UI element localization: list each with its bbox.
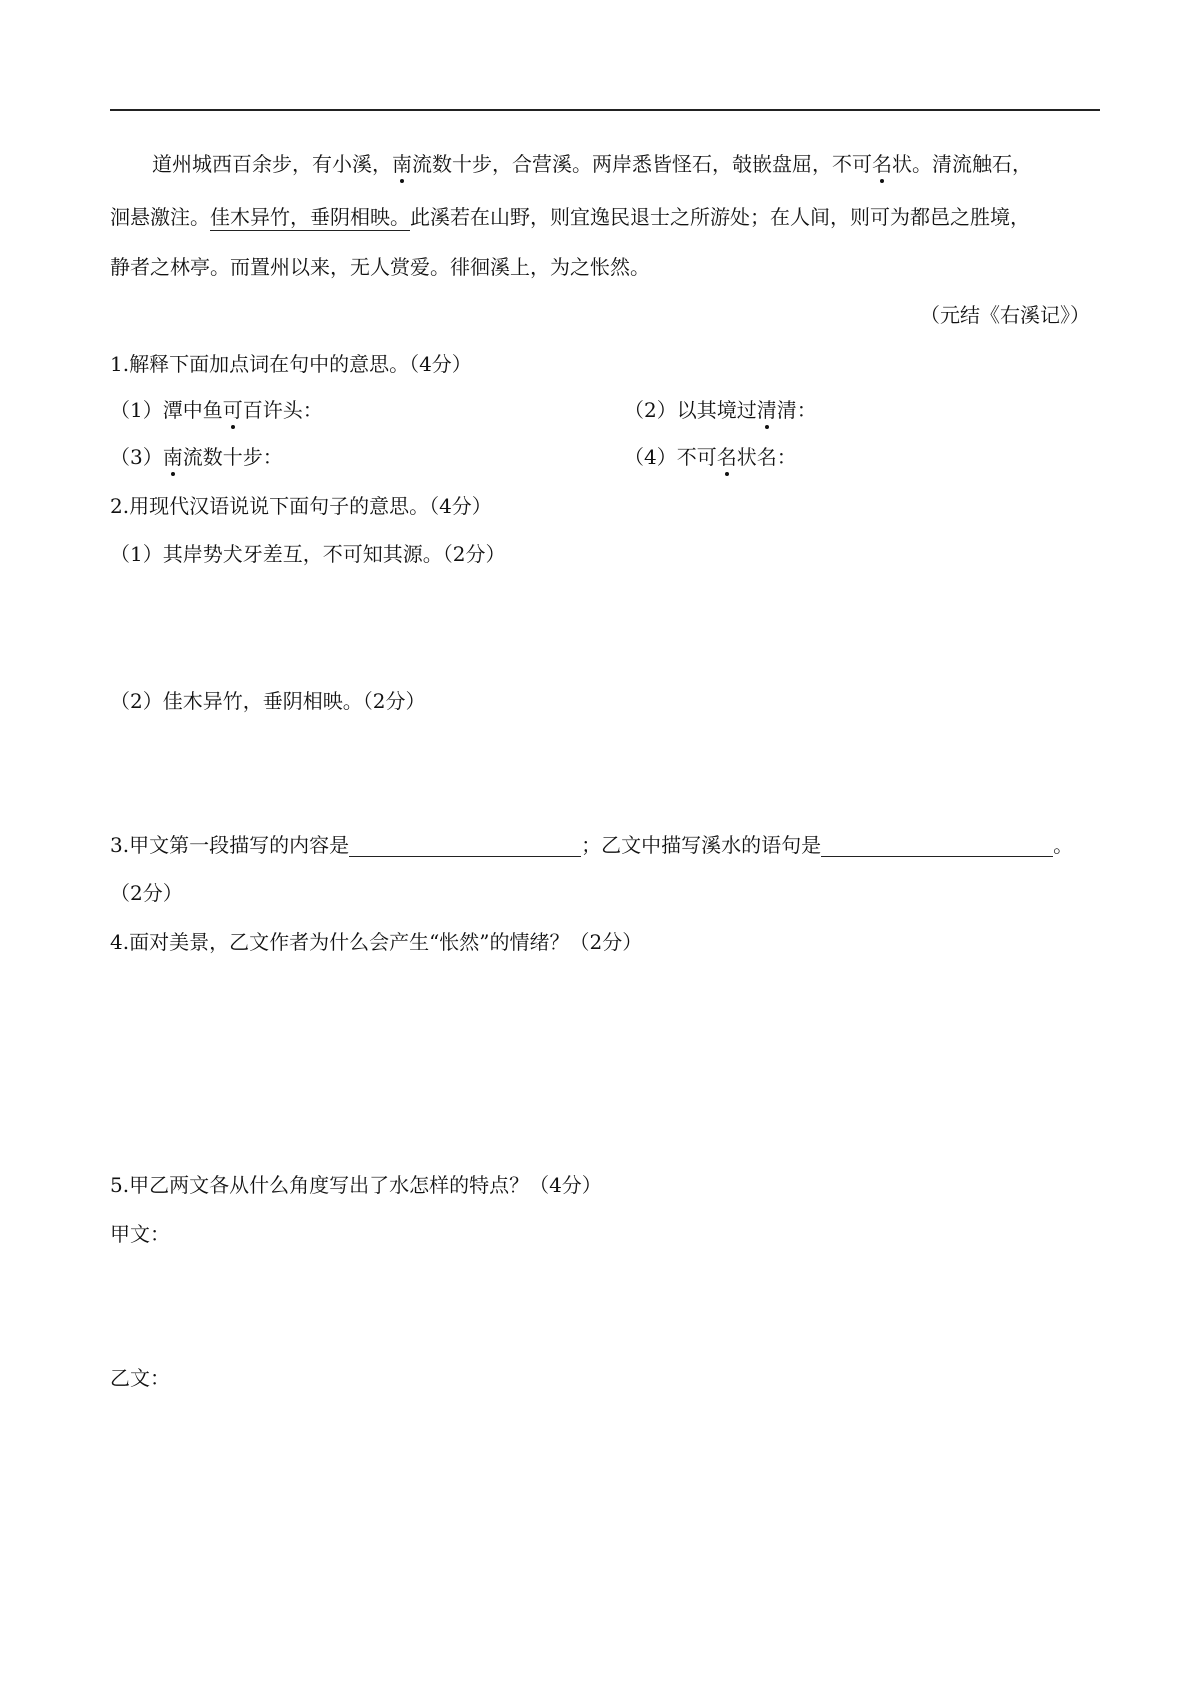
q2-sub-1: （1）其岸势犬牙差互，不可知其源。（2分） — [110, 542, 506, 566]
dotted-char: 可 — [222, 398, 243, 422]
dotted-char: 南 — [162, 445, 183, 469]
underlined-sentence: 佳木异竹，垂阴相映。 — [210, 205, 410, 229]
q1-title: 1.解释下面加点词在句中的意思。（4分） — [110, 352, 472, 376]
q1-item-text: （4）不可 — [624, 445, 717, 469]
q1-item-text: 百许头： — [242, 398, 323, 422]
q3-text: ；乙文中描写溪水的语句是 — [581, 833, 822, 857]
q1-item-1 — [110, 398, 323, 422]
q3-score: （2分） — [110, 881, 183, 905]
passage-text: 流数十步，合营溪。两岸悉皆怪石，攲嵌盘屈，不可 — [412, 152, 872, 176]
dotted-char: 名 — [872, 152, 892, 176]
answer-blank-1[interactable] — [349, 836, 581, 857]
q5-title: 5.甲乙两文各从什么角度写出了水怎样的特点？（4分） — [110, 1173, 602, 1197]
q1-item-text: 清： — [776, 398, 817, 422]
passage-line-1 — [152, 152, 1032, 176]
q1-item-2 — [624, 398, 817, 422]
q1-item-text: 流数十步： — [182, 445, 283, 469]
passage-source: （元结《右溪记》） — [920, 303, 1090, 327]
q3-text: 3.甲文第一段描写的内容是 — [110, 833, 350, 857]
q1-item-text: （3） — [110, 445, 163, 469]
q3-text: 。 — [1053, 833, 1074, 857]
q3-line — [110, 833, 1073, 857]
passage-line-2 — [110, 205, 1030, 229]
passage-line-3: 静者之林亭。而置州以来，无人赏爱。徘徊溪上，为之怅然。 — [110, 255, 650, 279]
q1-item-text: （2）以其境过 — [624, 398, 757, 422]
passage-text: 道州城西百余步，有小溪， — [152, 152, 392, 176]
q4-title: 4.面对美景，乙文作者为什么会产生“怅然”的情绪？（2分） — [110, 930, 643, 954]
passage-text: 此溪若在山野，则宜逸民退士之所游处；在人间，则可为都邑之胜境， — [410, 205, 1030, 229]
q1-item-text: 状名： — [736, 445, 797, 469]
q5-jia-label: 甲文： — [110, 1222, 170, 1246]
q2-title: 2.用现代汉语说说下面句子的意思。（4分） — [110, 494, 492, 518]
passage-text: 洄悬激注。 — [110, 205, 210, 229]
q5-yi-label: 乙文： — [110, 1366, 170, 1390]
q1-item-text: （1）潭中鱼 — [110, 398, 223, 422]
passage-text: 状。清流触石， — [892, 152, 1032, 176]
dotted-char: 名 — [716, 445, 737, 469]
dotted-char: 清 — [756, 398, 777, 422]
q2-sub-2: （2）佳木异竹，垂阴相映。（2分） — [110, 689, 426, 713]
header-rule — [110, 109, 1100, 111]
q1-item-4 — [624, 445, 797, 469]
answer-blank-2[interactable] — [821, 836, 1053, 857]
dotted-char: 南 — [392, 152, 412, 176]
q1-item-3 — [110, 445, 283, 469]
